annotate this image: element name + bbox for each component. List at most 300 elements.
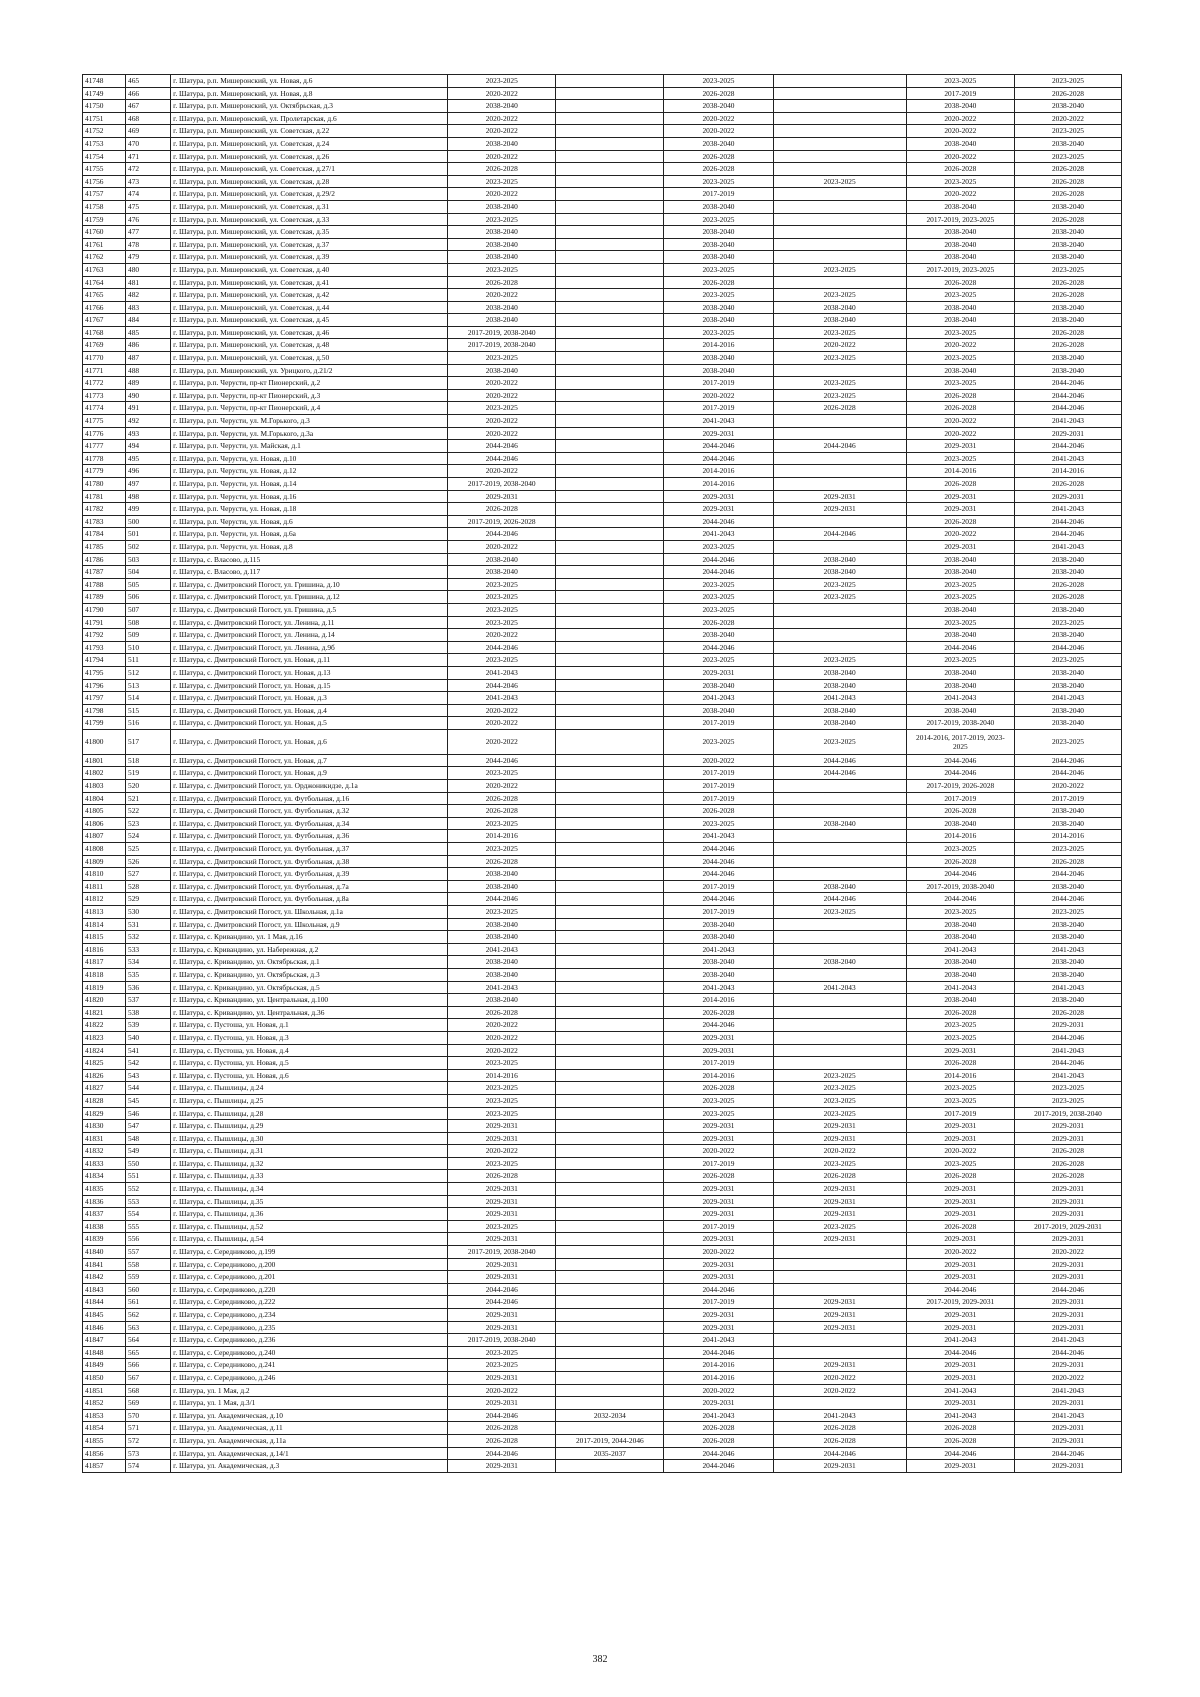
period-cell-4: 2038-2040 bbox=[773, 679, 906, 692]
table-row bbox=[83, 1170, 1122, 1183]
period-cell-5: 2023-2025 bbox=[906, 175, 1014, 188]
period-cell-4 bbox=[773, 137, 906, 150]
row-number-cell: 468 bbox=[126, 112, 171, 125]
schedule-table bbox=[82, 74, 1122, 1473]
period-cell-4: 2038-2040 bbox=[773, 301, 906, 314]
period-cell-4 bbox=[773, 465, 906, 478]
address-cell: г. Шатура, р.п. Мишеронский, ул. Советская, д.27/1 bbox=[171, 163, 448, 176]
period-cell-4: 2023-2025 bbox=[773, 654, 906, 667]
period-cell-6: 2029-2031 bbox=[1014, 1195, 1121, 1208]
period-cell-3: 2020-2022 bbox=[664, 1384, 773, 1397]
table-row bbox=[83, 326, 1122, 339]
row-id-cell: 41836 bbox=[83, 1195, 126, 1208]
period-cell-5: 2038-2040 bbox=[906, 679, 1014, 692]
address-cell: г. Шатура, с. Пышлицы, д.36 bbox=[171, 1208, 448, 1221]
period-cell-3: 2023-2025 bbox=[664, 263, 773, 276]
table-row bbox=[83, 1397, 1122, 1410]
table-row bbox=[83, 1246, 1122, 1259]
period-cell-5: 2038-2040 bbox=[906, 704, 1014, 717]
row-number-cell: 561 bbox=[126, 1296, 171, 1309]
period-cell-5: 2041-2043 bbox=[906, 981, 1014, 994]
period-cell-3: 2044-2046 bbox=[664, 868, 773, 881]
period-cell-4: 2038-2040 bbox=[773, 566, 906, 579]
period-cell-1: 2020-2022 bbox=[448, 704, 556, 717]
table-row bbox=[83, 931, 1122, 944]
period-cell-6: 2017-2019, 2038-2040 bbox=[1014, 1107, 1121, 1120]
period-cell-5: 2014-2016 bbox=[906, 1069, 1014, 1082]
period-cell-3: 2029-2031 bbox=[664, 427, 773, 440]
address-cell: г. Шатура, р.п. Черусти, ул. Новая, д.12 bbox=[171, 465, 448, 478]
period-cell-4 bbox=[773, 1246, 906, 1259]
table-row bbox=[83, 238, 1122, 251]
period-cell-1: 2044-2046 bbox=[448, 1409, 556, 1422]
row-number-cell: 527 bbox=[126, 868, 171, 881]
period-cell-5: 2029-2031 bbox=[906, 1321, 1014, 1334]
period-cell-4: 2023-2025 bbox=[773, 289, 906, 302]
period-cell-6: 2023-2025 bbox=[1014, 729, 1121, 754]
period-cell-4: 2020-2022 bbox=[773, 339, 906, 352]
period-cell-3: 2017-2019 bbox=[664, 402, 773, 415]
period-cell-6: 2029-2031 bbox=[1014, 1120, 1121, 1133]
period-cell-4 bbox=[773, 868, 906, 881]
row-number-cell: 558 bbox=[126, 1258, 171, 1271]
row-number-cell: 503 bbox=[126, 553, 171, 566]
row-id-cell: 41812 bbox=[83, 893, 126, 906]
period-cell-2 bbox=[556, 226, 664, 239]
period-cell-5: 2038-2040 bbox=[906, 226, 1014, 239]
row-id-cell: 41794 bbox=[83, 654, 126, 667]
period-cell-2 bbox=[556, 629, 664, 642]
period-cell-3: 2044-2046 bbox=[664, 440, 773, 453]
address-cell: г. Шатура, с. Пышлицы, д.31 bbox=[171, 1145, 448, 1158]
period-cell-2 bbox=[556, 767, 664, 780]
period-cell-5: 2026-2028 bbox=[906, 1434, 1014, 1447]
period-cell-5: 2044-2046 bbox=[906, 767, 1014, 780]
row-id-cell: 41828 bbox=[83, 1094, 126, 1107]
row-id-cell: 41829 bbox=[83, 1107, 126, 1120]
row-number-cell: 490 bbox=[126, 389, 171, 402]
row-id-cell: 41844 bbox=[83, 1296, 126, 1309]
table-row bbox=[83, 1447, 1122, 1460]
row-number-cell: 526 bbox=[126, 855, 171, 868]
period-cell-1: 2038-2040 bbox=[448, 553, 556, 566]
row-number-cell: 469 bbox=[126, 125, 171, 138]
period-cell-3: 2017-2019 bbox=[664, 767, 773, 780]
period-cell-1: 2038-2040 bbox=[448, 968, 556, 981]
row-number-cell: 520 bbox=[126, 780, 171, 793]
table-row bbox=[83, 566, 1122, 579]
table-row bbox=[83, 276, 1122, 289]
period-cell-4: 2020-2022 bbox=[773, 1145, 906, 1158]
period-cell-2 bbox=[556, 503, 664, 516]
period-cell-3: 2044-2046 bbox=[664, 515, 773, 528]
period-cell-2 bbox=[556, 1195, 664, 1208]
period-cell-6: 2023-2025 bbox=[1014, 125, 1121, 138]
period-cell-4 bbox=[773, 540, 906, 553]
period-cell-3: 2023-2025 bbox=[664, 75, 773, 88]
period-cell-5: 2038-2040 bbox=[906, 251, 1014, 264]
table-row bbox=[83, 1258, 1122, 1271]
row-number-cell: 471 bbox=[126, 150, 171, 163]
period-cell-5: 2038-2040 bbox=[906, 566, 1014, 579]
period-cell-3: 2029-2031 bbox=[664, 1321, 773, 1334]
period-cell-2 bbox=[556, 125, 664, 138]
row-number-cell: 553 bbox=[126, 1195, 171, 1208]
row-number-cell: 568 bbox=[126, 1384, 171, 1397]
row-id-cell: 41784 bbox=[83, 528, 126, 541]
period-cell-1: 2026-2028 bbox=[448, 855, 556, 868]
row-id-cell: 41791 bbox=[83, 616, 126, 629]
period-cell-4 bbox=[773, 641, 906, 654]
period-cell-3: 2041-2043 bbox=[664, 415, 773, 428]
period-cell-1: 2023-2025 bbox=[448, 263, 556, 276]
address-cell: г. Шатура, р.п. Мишеронский, ул. Советская, д.26 bbox=[171, 150, 448, 163]
table-row bbox=[83, 994, 1122, 1007]
row-id-cell: 41796 bbox=[83, 679, 126, 692]
row-number-cell: 488 bbox=[126, 364, 171, 377]
period-cell-4: 2038-2040 bbox=[773, 314, 906, 327]
period-cell-3: 2029-2031 bbox=[664, 1258, 773, 1271]
period-cell-6: 2026-2028 bbox=[1014, 339, 1121, 352]
period-cell-6: 2029-2031 bbox=[1014, 1208, 1121, 1221]
period-cell-1: 2020-2022 bbox=[448, 188, 556, 201]
address-cell: г. Шатура, р.п. Черусти, ул. М.Горького, д.3а bbox=[171, 427, 448, 440]
period-cell-3: 2023-2025 bbox=[664, 326, 773, 339]
period-cell-6: 2023-2025 bbox=[1014, 75, 1121, 88]
table-row bbox=[83, 780, 1122, 793]
table-row bbox=[83, 704, 1122, 717]
period-cell-5: 2038-2040 bbox=[906, 200, 1014, 213]
period-cell-3: 2029-2031 bbox=[664, 490, 773, 503]
period-cell-1: 2020-2022 bbox=[448, 465, 556, 478]
period-cell-4 bbox=[773, 75, 906, 88]
table-row bbox=[83, 1107, 1122, 1120]
period-cell-1: 2029-2031 bbox=[448, 1132, 556, 1145]
period-cell-1: 2038-2040 bbox=[448, 226, 556, 239]
period-cell-3: 2029-2031 bbox=[664, 1132, 773, 1145]
period-cell-4: 2044-2046 bbox=[773, 440, 906, 453]
row-id-cell: 41807 bbox=[83, 830, 126, 843]
period-cell-1: 2038-2040 bbox=[448, 301, 556, 314]
period-cell-5: 2029-2031 bbox=[906, 1183, 1014, 1196]
row-id-cell: 41763 bbox=[83, 263, 126, 276]
address-cell: г. Шатура, р.п. Мишеронский, ул. Пролетарская, д.6 bbox=[171, 112, 448, 125]
period-cell-2 bbox=[556, 956, 664, 969]
row-number-cell: 521 bbox=[126, 792, 171, 805]
table-row bbox=[83, 830, 1122, 843]
address-cell: г. Шатура, с. Дмитровский Погост, ул. Футбольная, д.7а bbox=[171, 880, 448, 893]
row-number-cell: 502 bbox=[126, 540, 171, 553]
row-number-cell: 500 bbox=[126, 515, 171, 528]
period-cell-1: 2029-2031 bbox=[448, 1233, 556, 1246]
address-cell: г. Шатура, с. Середниково, д.240 bbox=[171, 1346, 448, 1359]
row-id-cell: 41823 bbox=[83, 1031, 126, 1044]
period-cell-5: 2023-2025 bbox=[906, 377, 1014, 390]
row-number-cell: 531 bbox=[126, 918, 171, 931]
period-cell-1: 2029-2031 bbox=[448, 1258, 556, 1271]
row-id-cell: 41766 bbox=[83, 301, 126, 314]
address-cell: г. Шатура, р.п. Мишеронский, ул. Советская, д.24 bbox=[171, 137, 448, 150]
period-cell-5: 2038-2040 bbox=[906, 666, 1014, 679]
address-cell: г. Шатура, с. Пышлицы, д.52 bbox=[171, 1220, 448, 1233]
period-cell-5: 2014-2016, 2017-2019, 2023-2025 bbox=[906, 729, 1014, 754]
period-cell-2 bbox=[556, 641, 664, 654]
table-row bbox=[83, 1422, 1122, 1435]
period-cell-5: 2020-2022 bbox=[906, 427, 1014, 440]
period-cell-2 bbox=[556, 1082, 664, 1095]
row-id-cell: 41799 bbox=[83, 717, 126, 730]
period-cell-2 bbox=[556, 402, 664, 415]
address-cell: г. Шатура, с. Дмитровский Погост, ул. Новая, д.7 bbox=[171, 754, 448, 767]
period-cell-2 bbox=[556, 893, 664, 906]
row-number-cell: 511 bbox=[126, 654, 171, 667]
period-cell-5: 2023-2025 bbox=[906, 352, 1014, 365]
period-cell-5: 2017-2019 bbox=[906, 87, 1014, 100]
period-cell-6: 2038-2040 bbox=[1014, 226, 1121, 239]
period-cell-1: 2020-2022 bbox=[448, 389, 556, 402]
period-cell-6: 2041-2043 bbox=[1014, 540, 1121, 553]
row-id-cell: 41810 bbox=[83, 868, 126, 881]
period-cell-6: 2038-2040 bbox=[1014, 994, 1121, 1007]
period-cell-5: 2041-2043 bbox=[906, 1334, 1014, 1347]
address-cell: г. Шатура, с. Кривандино, ул. Октябрьская, д.5 bbox=[171, 981, 448, 994]
address-cell: г. Шатура, р.п. Мишеронский, ул. Советская, д.31 bbox=[171, 200, 448, 213]
period-cell-4: 2023-2025 bbox=[773, 591, 906, 604]
period-cell-1: 2029-2031 bbox=[448, 1208, 556, 1221]
address-cell: г. Шатура, р.п. Черусти, ул. Майская, д.1 bbox=[171, 440, 448, 453]
period-cell-2 bbox=[556, 326, 664, 339]
table-row bbox=[83, 314, 1122, 327]
period-cell-2 bbox=[556, 1334, 664, 1347]
period-cell-1: 2020-2022 bbox=[448, 540, 556, 553]
period-cell-2 bbox=[556, 490, 664, 503]
row-number-cell: 533 bbox=[126, 943, 171, 956]
row-number-cell: 563 bbox=[126, 1321, 171, 1334]
period-cell-6: 2041-2043 bbox=[1014, 943, 1121, 956]
table-row bbox=[83, 1157, 1122, 1170]
period-cell-3: 2029-2031 bbox=[664, 666, 773, 679]
address-cell: г. Шатура, с. Дмитровский Погост, ул. Футбольная, д.38 bbox=[171, 855, 448, 868]
address-cell: г. Шатура, с. Кривандино, ул. Октябрьская, д.1 bbox=[171, 956, 448, 969]
row-id-cell: 41814 bbox=[83, 918, 126, 931]
table-row bbox=[83, 478, 1122, 491]
row-id-cell: 41815 bbox=[83, 931, 126, 944]
address-cell: г. Шатура, р.п. Мишеронский, ул. Советская, д.29/2 bbox=[171, 188, 448, 201]
period-cell-1: 2014-2016 bbox=[448, 1069, 556, 1082]
table-row bbox=[83, 666, 1122, 679]
period-cell-2 bbox=[556, 314, 664, 327]
period-cell-6: 2029-2031 bbox=[1014, 1321, 1121, 1334]
period-cell-2 bbox=[556, 339, 664, 352]
address-cell: г. Шатура, с. Пышлицы, д.25 bbox=[171, 1094, 448, 1107]
period-cell-2 bbox=[556, 855, 664, 868]
row-id-cell: 41749 bbox=[83, 87, 126, 100]
period-cell-4 bbox=[773, 805, 906, 818]
period-cell-3: 2014-2016 bbox=[664, 994, 773, 1007]
table-row bbox=[83, 503, 1122, 516]
row-number-cell: 566 bbox=[126, 1359, 171, 1372]
period-cell-6: 2029-2031 bbox=[1014, 1422, 1121, 1435]
period-cell-3: 2014-2016 bbox=[664, 339, 773, 352]
period-cell-4 bbox=[773, 226, 906, 239]
row-id-cell: 41778 bbox=[83, 452, 126, 465]
row-number-cell: 557 bbox=[126, 1246, 171, 1259]
row-id-cell: 41774 bbox=[83, 402, 126, 415]
period-cell-6: 2026-2028 bbox=[1014, 1006, 1121, 1019]
row-number-cell: 545 bbox=[126, 1094, 171, 1107]
period-cell-6: 2026-2028 bbox=[1014, 87, 1121, 100]
period-cell-3: 2014-2016 bbox=[664, 465, 773, 478]
period-cell-4 bbox=[773, 1283, 906, 1296]
period-cell-1: 2020-2022 bbox=[448, 415, 556, 428]
period-cell-2 bbox=[556, 100, 664, 113]
period-cell-1: 2023-2025 bbox=[448, 767, 556, 780]
period-cell-5: 2029-2031 bbox=[906, 440, 1014, 453]
period-cell-4 bbox=[773, 968, 906, 981]
table-row bbox=[83, 1094, 1122, 1107]
period-cell-5: 2038-2040 bbox=[906, 301, 1014, 314]
period-cell-6: 2029-2031 bbox=[1014, 1183, 1121, 1196]
address-cell: г. Шатура, с. Пышлицы, д.24 bbox=[171, 1082, 448, 1095]
row-number-cell: 501 bbox=[126, 528, 171, 541]
table-row bbox=[83, 692, 1122, 705]
period-cell-1: 2044-2046 bbox=[448, 528, 556, 541]
row-id-cell: 41752 bbox=[83, 125, 126, 138]
row-number-cell: 466 bbox=[126, 87, 171, 100]
row-number-cell: 509 bbox=[126, 629, 171, 642]
period-cell-4: 2023-2025 bbox=[773, 389, 906, 402]
address-cell: г. Шатура, р.п. Мишеронский, ул. Советская, д.42 bbox=[171, 289, 448, 302]
row-number-cell: 506 bbox=[126, 591, 171, 604]
period-cell-6: 2023-2025 bbox=[1014, 654, 1121, 667]
period-cell-6: 2023-2025 bbox=[1014, 263, 1121, 276]
period-cell-4: 2023-2025 bbox=[773, 326, 906, 339]
row-number-cell: 540 bbox=[126, 1031, 171, 1044]
row-id-cell: 41833 bbox=[83, 1157, 126, 1170]
table-row bbox=[83, 163, 1122, 176]
period-cell-2 bbox=[556, 654, 664, 667]
period-cell-6: 2041-2043 bbox=[1014, 692, 1121, 705]
period-cell-5: 2020-2022 bbox=[906, 415, 1014, 428]
period-cell-5: 2029-2031 bbox=[906, 1132, 1014, 1145]
row-id-cell: 41792 bbox=[83, 629, 126, 642]
table-row bbox=[83, 729, 1122, 754]
period-cell-5: 2029-2031 bbox=[906, 1309, 1014, 1322]
address-cell: г. Шатура, ул. 1 Мая, д.3/1 bbox=[171, 1397, 448, 1410]
row-number-cell: 574 bbox=[126, 1460, 171, 1473]
period-cell-5: 2038-2040 bbox=[906, 314, 1014, 327]
period-cell-3: 2038-2040 bbox=[664, 679, 773, 692]
period-cell-2 bbox=[556, 780, 664, 793]
period-cell-4: 2044-2046 bbox=[773, 1447, 906, 1460]
period-cell-2: 2032-2034 bbox=[556, 1409, 664, 1422]
period-cell-1: 2020-2022 bbox=[448, 717, 556, 730]
period-cell-1: 2023-2025 bbox=[448, 175, 556, 188]
row-number-cell: 483 bbox=[126, 301, 171, 314]
period-cell-1: 2020-2022 bbox=[448, 150, 556, 163]
period-cell-6: 2038-2040 bbox=[1014, 200, 1121, 213]
period-cell-6: 2029-2031 bbox=[1014, 1359, 1121, 1372]
address-cell: г. Шатура, р.п. Черусти, ул. Новая, д.8 bbox=[171, 540, 448, 553]
address-cell: г. Шатура, с. Пустоша, ул. Новая, д.1 bbox=[171, 1019, 448, 1032]
address-cell: г. Шатура, р.п. Черусти, ул. М.Горького, д.3 bbox=[171, 415, 448, 428]
address-cell: г. Шатура, р.п. Черусти, пр-кт Пионерский, д.4 bbox=[171, 402, 448, 415]
period-cell-1: 2023-2025 bbox=[448, 1094, 556, 1107]
period-cell-5: 2026-2028 bbox=[906, 402, 1014, 415]
row-id-cell: 41764 bbox=[83, 276, 126, 289]
address-cell: г. Шатура, с. Середниково, д.200 bbox=[171, 1258, 448, 1271]
period-cell-5: 2029-2031 bbox=[906, 1208, 1014, 1221]
row-number-cell: 491 bbox=[126, 402, 171, 415]
address-cell: г. Шатура, с. Дмитровский Погост, ул. Футбольная, д.34 bbox=[171, 817, 448, 830]
address-cell: г. Шатура, с. Дмитровский Погост, ул. Футбольная, д.37 bbox=[171, 843, 448, 856]
period-cell-5: 2041-2043 bbox=[906, 943, 1014, 956]
period-cell-6: 2038-2040 bbox=[1014, 679, 1121, 692]
period-cell-4: 2023-2025 bbox=[773, 263, 906, 276]
address-cell: г. Шатура, с. Кривандино, ул. Центральная, д.36 bbox=[171, 1006, 448, 1019]
period-cell-6: 2038-2040 bbox=[1014, 817, 1121, 830]
address-cell: г. Шатура, с. Пышлицы, д.35 bbox=[171, 1195, 448, 1208]
table-row bbox=[83, 1460, 1122, 1473]
period-cell-6: 2029-2031 bbox=[1014, 427, 1121, 440]
period-cell-5: 2038-2040 bbox=[906, 364, 1014, 377]
period-cell-2 bbox=[556, 1031, 664, 1044]
period-cell-6: 2020-2022 bbox=[1014, 1371, 1121, 1384]
period-cell-1: 2044-2046 bbox=[448, 893, 556, 906]
period-cell-1: 2044-2046 bbox=[448, 440, 556, 453]
row-id-cell: 41824 bbox=[83, 1044, 126, 1057]
period-cell-4 bbox=[773, 1006, 906, 1019]
period-cell-4 bbox=[773, 112, 906, 125]
period-cell-4: 2023-2025 bbox=[773, 352, 906, 365]
period-cell-2 bbox=[556, 515, 664, 528]
row-id-cell: 41830 bbox=[83, 1120, 126, 1133]
period-cell-1: 2038-2040 bbox=[448, 956, 556, 969]
period-cell-2 bbox=[556, 553, 664, 566]
row-id-cell: 41805 bbox=[83, 805, 126, 818]
period-cell-6: 2038-2040 bbox=[1014, 956, 1121, 969]
table-row bbox=[83, 868, 1122, 881]
period-cell-2 bbox=[556, 87, 664, 100]
row-number-cell: 556 bbox=[126, 1233, 171, 1246]
row-number-cell: 549 bbox=[126, 1145, 171, 1158]
row-id-cell: 41849 bbox=[83, 1359, 126, 1372]
period-cell-4 bbox=[773, 792, 906, 805]
row-id-cell: 41804 bbox=[83, 792, 126, 805]
period-cell-2: 2017-2019, 2044-2046 bbox=[556, 1434, 664, 1447]
period-cell-4: 2041-2043 bbox=[773, 692, 906, 705]
table-row bbox=[83, 1233, 1122, 1246]
period-cell-1: 2026-2028 bbox=[448, 805, 556, 818]
row-id-cell: 41750 bbox=[83, 100, 126, 113]
row-id-cell: 41821 bbox=[83, 1006, 126, 1019]
table-row bbox=[83, 717, 1122, 730]
period-cell-5: 2017-2019 bbox=[906, 1107, 1014, 1120]
period-cell-6: 2038-2040 bbox=[1014, 352, 1121, 365]
period-cell-1: 2038-2040 bbox=[448, 566, 556, 579]
period-cell-3: 2020-2022 bbox=[664, 389, 773, 402]
address-cell: г. Шатура, р.п. Мишеронский, ул. Советская, д.28 bbox=[171, 175, 448, 188]
period-cell-5: 2038-2040 bbox=[906, 553, 1014, 566]
period-cell-3: 2026-2028 bbox=[664, 1082, 773, 1095]
period-cell-1: 2023-2025 bbox=[448, 213, 556, 226]
period-cell-2 bbox=[556, 276, 664, 289]
period-cell-5: 2023-2025 bbox=[906, 1094, 1014, 1107]
row-id-cell: 41785 bbox=[83, 540, 126, 553]
period-cell-1: 2020-2022 bbox=[448, 112, 556, 125]
period-cell-6: 2044-2046 bbox=[1014, 528, 1121, 541]
period-cell-4 bbox=[773, 415, 906, 428]
